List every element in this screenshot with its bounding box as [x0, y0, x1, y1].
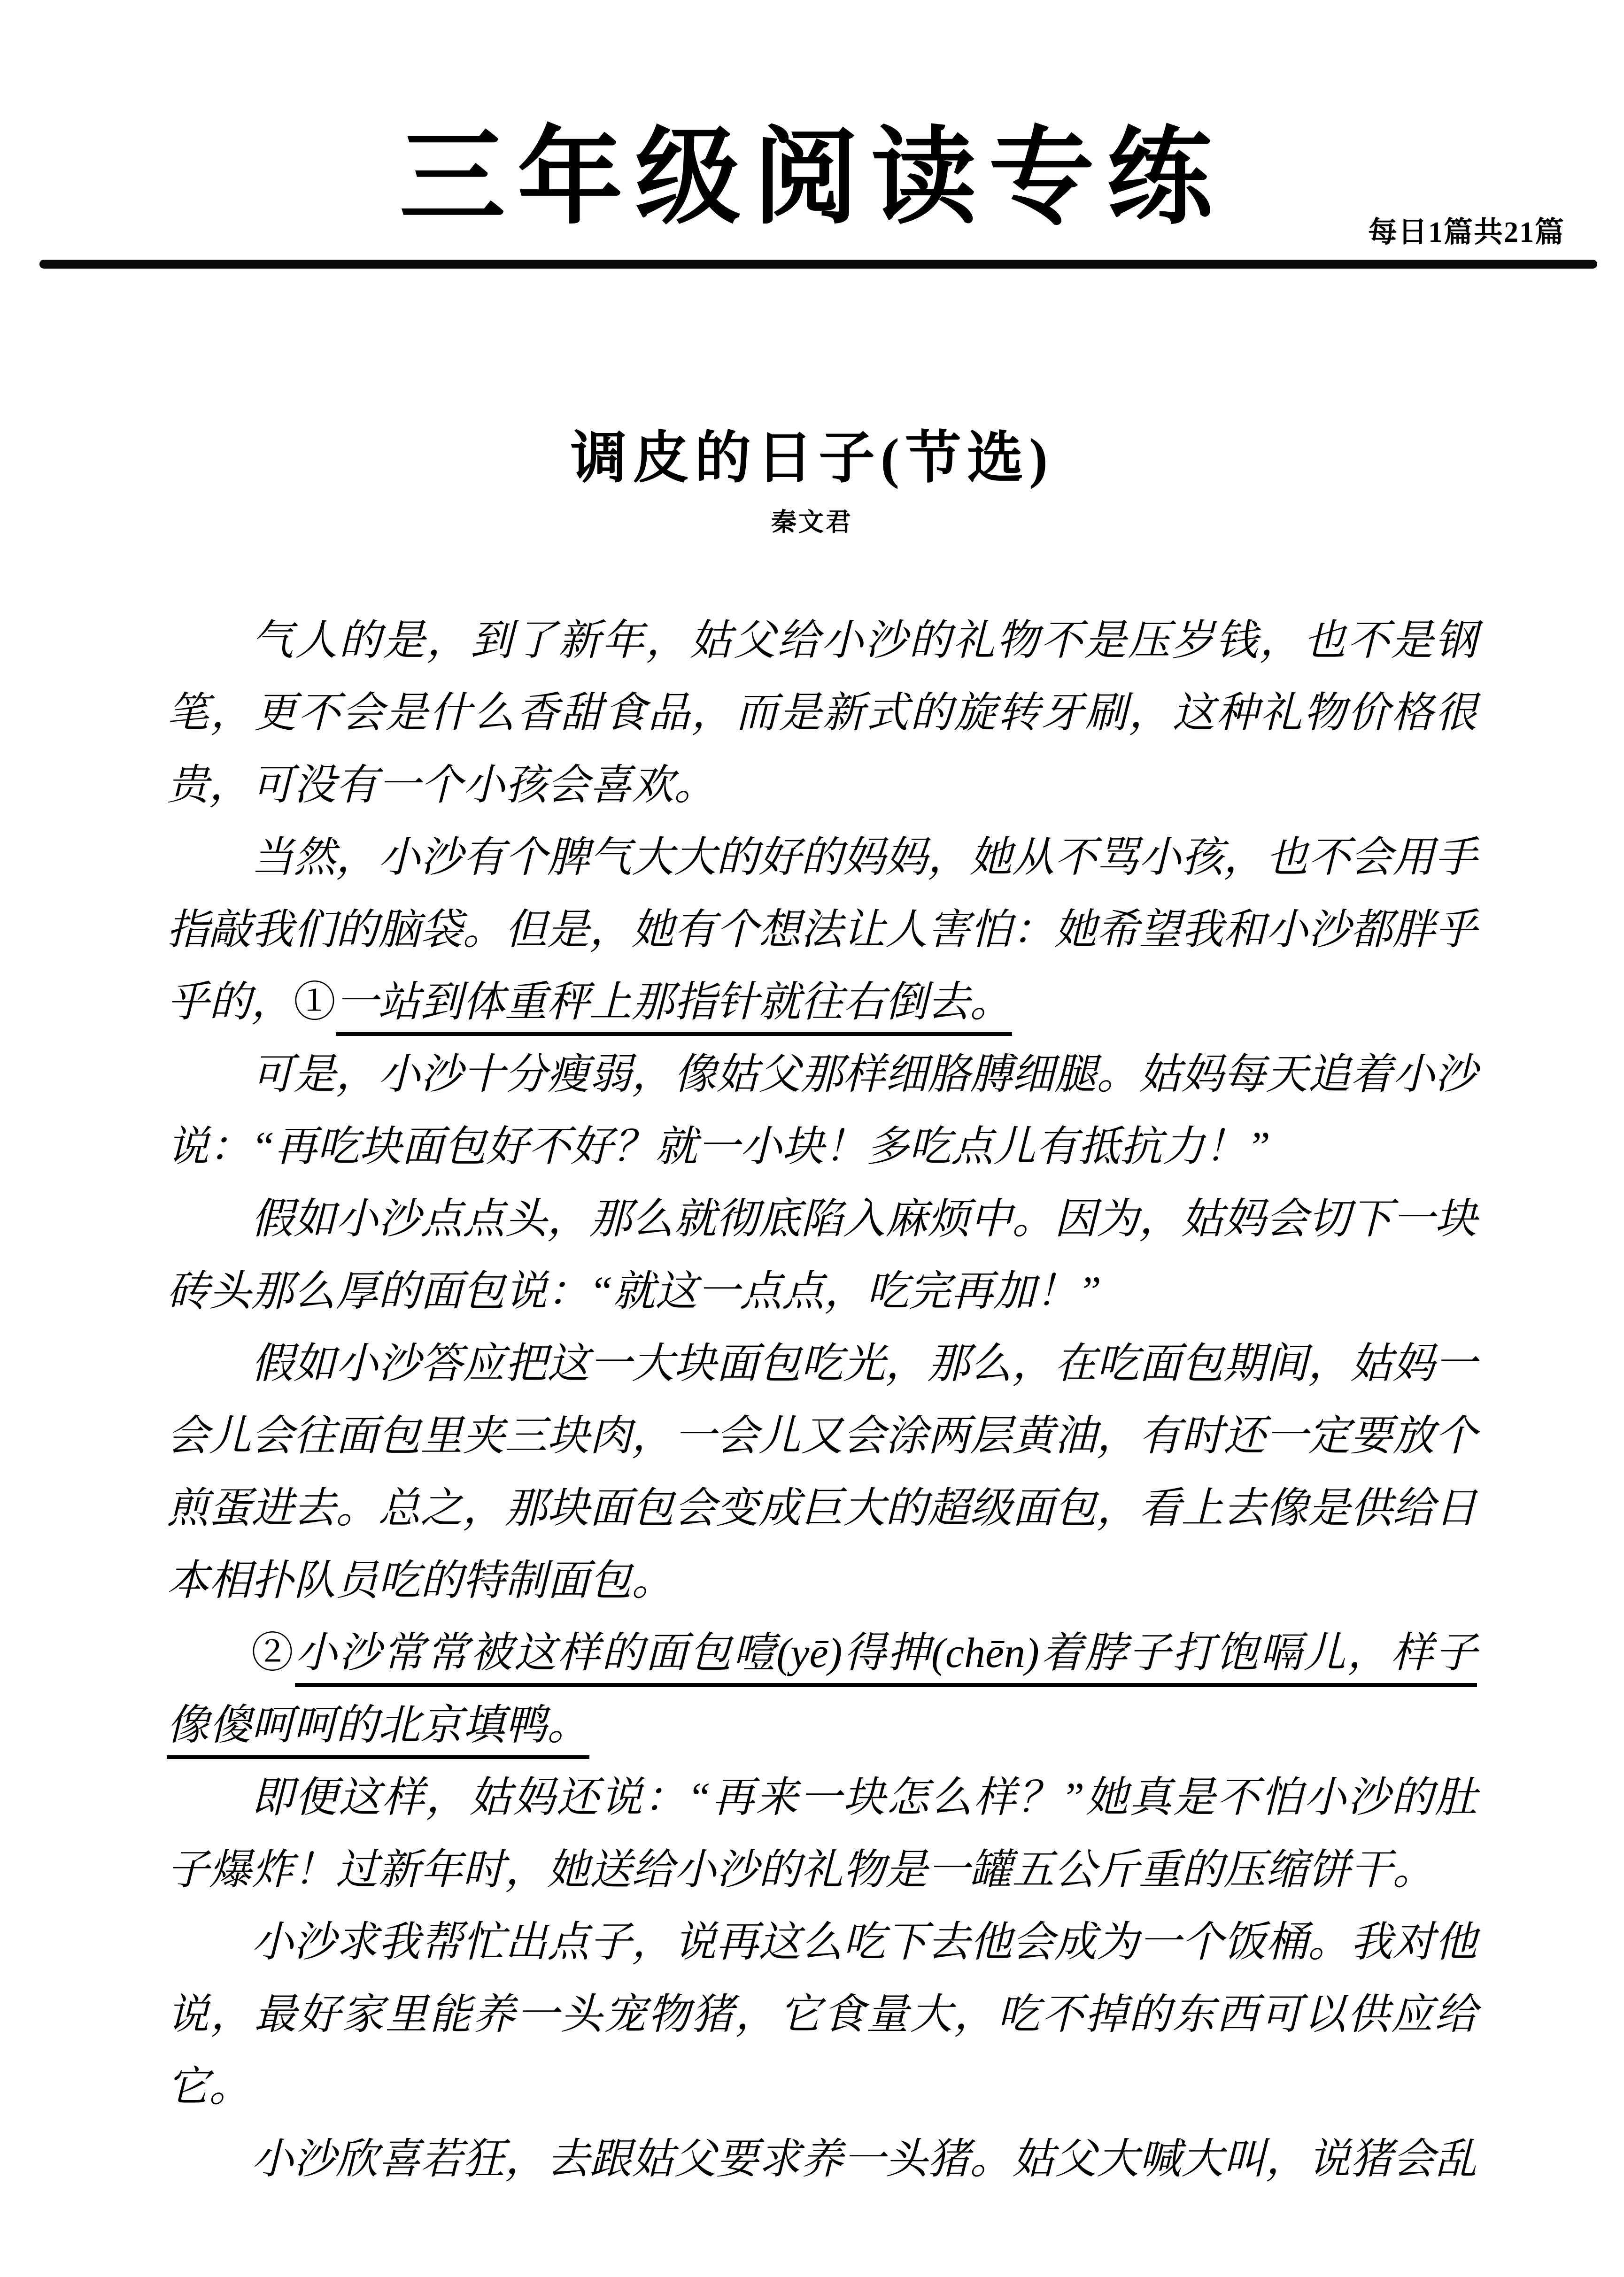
underlined-sentence: 一站到体重秤上那指针就往右倒去。 [336, 979, 1012, 1026]
text-segment: 即便这样，姑妈还说：“再来一块怎么样？”她真是不怕小沙的肚子爆炸！过新年时，她送给小沙的礼物是一罐五公斤重的压缩饼干。 [167, 1775, 1477, 1893]
text-segment: 小沙欣喜若狂，去跟姑父要求养一头猪。姑父大喊大叫，说猪会乱 [251, 2136, 1477, 2183]
paragraph [167, 1907, 1477, 2123]
header-divider-rule [39, 260, 1597, 269]
circled-number-marker: ② [251, 1630, 295, 1676]
paragraph [167, 1617, 1477, 1762]
circled-number-marker: ① [294, 979, 336, 1026]
text-segment: 假如小沙答应把这一大块面包吃光，那么，在吃面包期间，姑妈一会儿会往面包里夹三块肉，一会儿又会涂两层黄油，有时还一定要放个煎蛋进去。总之，那块面包会变成巨大的超级面包，看上去像是供给日本相扑队员吃的特制面包。 [167, 1341, 1477, 1604]
page-meta-count: 每日1篇共21篇 [1368, 216, 1565, 248]
paragraph [167, 1762, 1477, 1907]
paragraph [167, 605, 1477, 822]
underlined-sentence: 小沙常常被这样的面包噎(yē)得抻(chēn)着脖子打饱嗝儿，样子像傻呵呵的北京填鸭。 [167, 1630, 1477, 1749]
page-title: 三年级阅读专练 [399, 119, 1225, 237]
article-body [167, 605, 1477, 2196]
text-segment: 当然，小沙有个脾气大大的好的妈妈，她从不骂小孩，也不会用手指敲我们的脑袋。但是，她有个想法让人害怕：她希望我和小沙都胖乎乎的， [167, 834, 1477, 1026]
paragraph [167, 1183, 1477, 1328]
text-segment: 小沙求我帮忙出点子，说再这么吃下去他会成为一个饭桶。我对他说，最好家里能养一头宠物猪，它食量大，吃不掉的东西可以供应给它。 [167, 1919, 1477, 2110]
article-title: 调皮的日子(节选) [571, 427, 1053, 489]
text-segment: 气人的是，到了新年，姑父给小沙的礼物不是压岁钱，也不是钢笔，更不会是什么香甜食品，而是新式的旋转牙刷，这种礼物价格很贵，可没有一个小孩会喜欢。 [167, 617, 1477, 809]
paragraph [167, 1039, 1477, 1183]
paragraph [167, 2123, 1477, 2196]
paragraph [167, 1328, 1477, 1617]
text-segment: 假如小沙点点头，那么就彻底陷入麻烦中。因为，姑妈会切下一块砖头那么厚的面包说：“就这一点点，吃完再加！” [167, 1196, 1477, 1315]
paragraph [167, 822, 1477, 1039]
text-segment: 可是，小沙十分瘦弱，像姑父那样细胳膊细腿。姑妈每天追着小沙说：“再吃块面包好不好？就一小块！多吃点儿有抵抗力！” [167, 1051, 1477, 1170]
article-author: 秦文君 [771, 508, 853, 536]
